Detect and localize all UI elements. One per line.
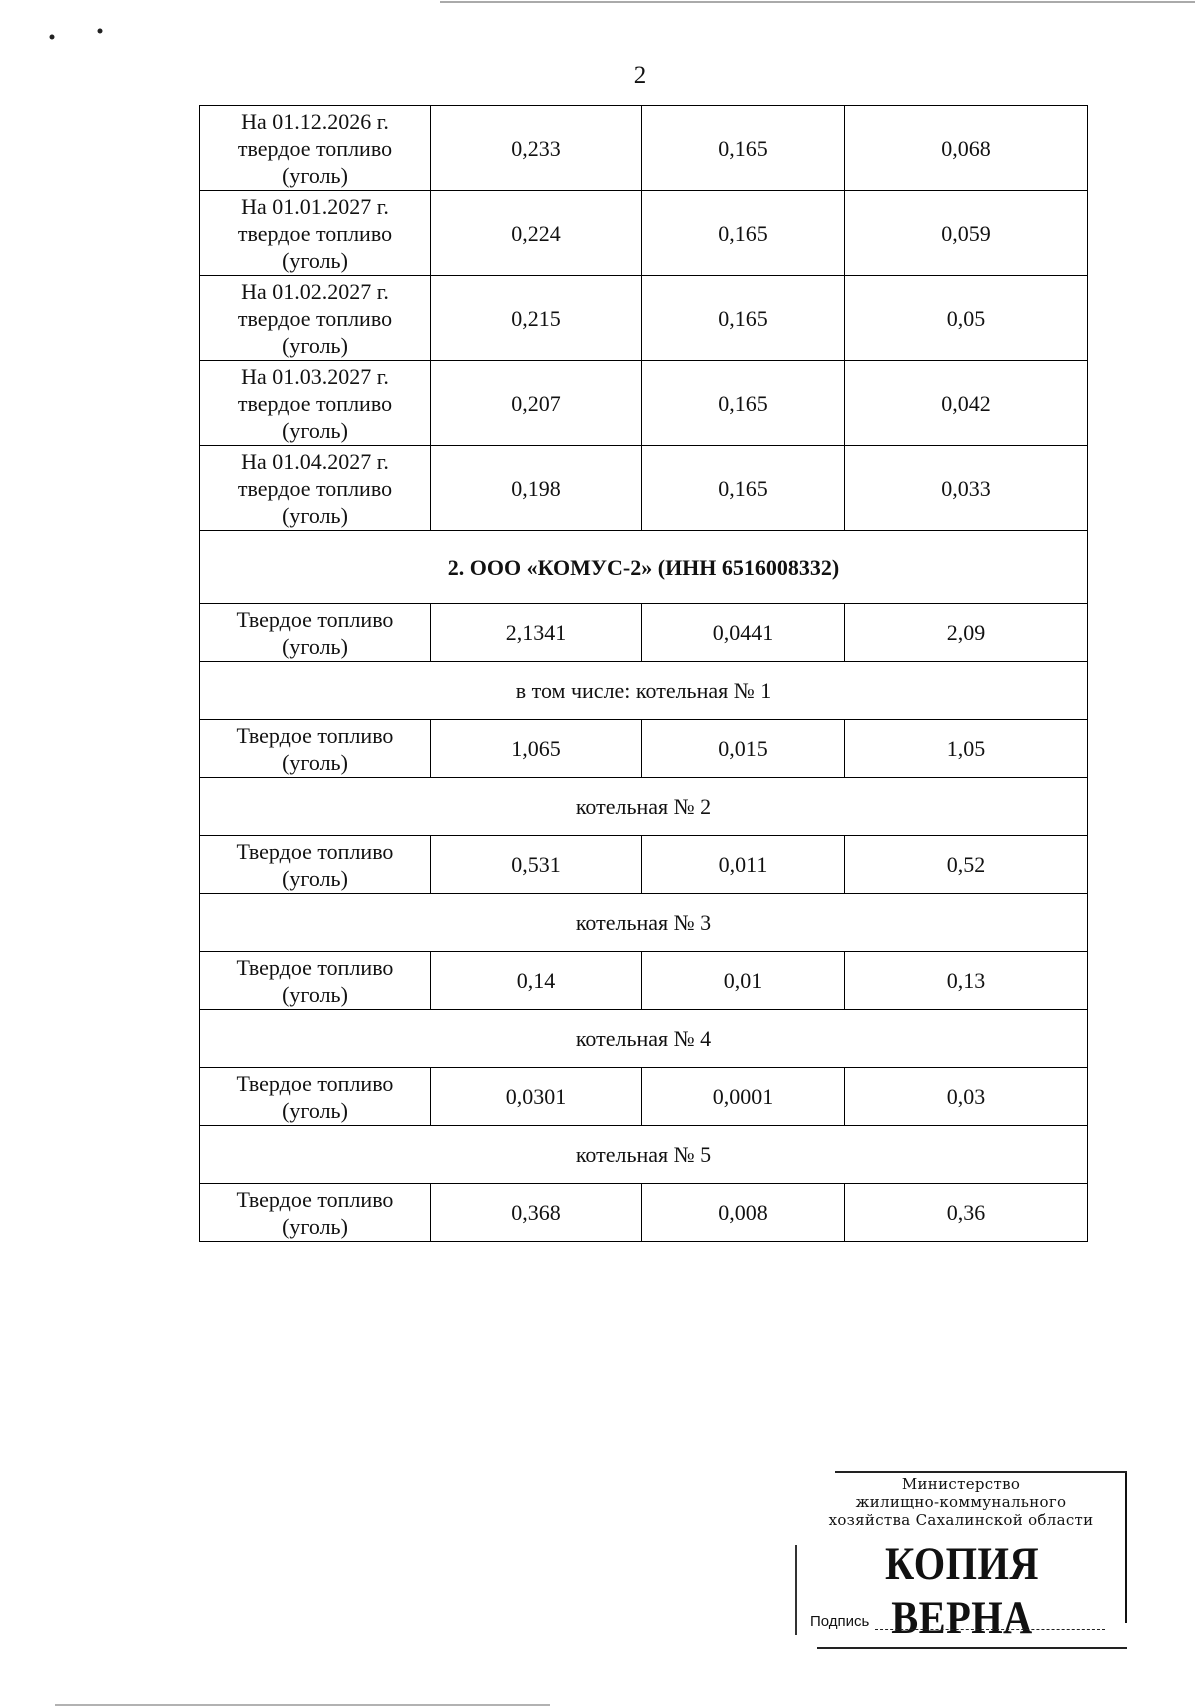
stamp-title: КОПИЯ ВЕРНА bbox=[885, 1538, 1039, 1644]
signature-label: Подпись bbox=[810, 1613, 870, 1630]
boiler-heading: в том числе: котельная № 1 bbox=[200, 662, 1088, 720]
value-cell: 0,14 bbox=[431, 952, 642, 1010]
table-row bbox=[200, 604, 1088, 662]
value-cell: 0,05 bbox=[845, 276, 1088, 361]
certification-stamp bbox=[795, 1465, 1125, 1650]
value-cell: 0,165 bbox=[642, 191, 845, 276]
stamp-org-line: хозяйства Сахалинской области bbox=[828, 1511, 1094, 1529]
value-cell: 0,03 bbox=[845, 1068, 1088, 1126]
value-cell: 0,059 bbox=[845, 191, 1088, 276]
value-cell: 0,011 bbox=[642, 836, 845, 894]
row-label: Твердое топливо (уголь) bbox=[200, 1068, 431, 1126]
value-cell: 0,165 bbox=[642, 361, 845, 446]
value-cell: 0,198 bbox=[431, 446, 642, 531]
stamp-border bbox=[1125, 1473, 1127, 1623]
value-cell: 0,36 bbox=[845, 1184, 1088, 1242]
boiler-heading-row bbox=[200, 1010, 1088, 1068]
value-cell: 2,1341 bbox=[431, 604, 642, 662]
table-row bbox=[200, 836, 1088, 894]
value-cell: 0,0301 bbox=[431, 1068, 642, 1126]
value-cell: 0,233 bbox=[431, 106, 642, 191]
row-label: Твердое топливо (уголь) bbox=[200, 952, 431, 1010]
signature-line bbox=[875, 1619, 1105, 1630]
value-cell: 1,065 bbox=[431, 720, 642, 778]
table-row bbox=[200, 446, 1088, 531]
boiler-heading-row bbox=[200, 778, 1088, 836]
value-cell: 2,09 bbox=[845, 604, 1088, 662]
org-heading: 2. ООО «КОМУС-2» (ИНН 6516008332) bbox=[200, 531, 1088, 604]
page-number: 2 bbox=[633, 62, 647, 89]
value-cell: 0,52 bbox=[845, 836, 1088, 894]
boiler-heading-row bbox=[200, 1126, 1088, 1184]
boiler-heading: котельная № 2 bbox=[200, 778, 1088, 836]
table-row bbox=[200, 191, 1088, 276]
value-cell: 0,13 bbox=[845, 952, 1088, 1010]
boiler-heading-row bbox=[200, 662, 1088, 720]
table-row bbox=[200, 361, 1088, 446]
row-label: На 01.01.2027 г. твердое топливо (уголь) bbox=[200, 191, 431, 276]
value-cell: 0,008 bbox=[642, 1184, 845, 1242]
value-cell: 0,215 bbox=[431, 276, 642, 361]
row-label: На 01.12.2026 г. твердое топливо (уголь) bbox=[200, 106, 431, 191]
stamp-border bbox=[817, 1647, 1127, 1649]
boiler-heading: котельная № 3 bbox=[200, 894, 1088, 952]
value-cell: 0,368 bbox=[431, 1184, 642, 1242]
value-cell: 1,05 bbox=[845, 720, 1088, 778]
table-row bbox=[200, 276, 1088, 361]
stamp-signature bbox=[810, 1613, 1120, 1630]
value-cell: 0,207 bbox=[431, 361, 642, 446]
stamp-border bbox=[795, 1545, 797, 1635]
value-cell: 0,015 bbox=[642, 720, 845, 778]
boiler-heading: котельная № 4 bbox=[200, 1010, 1088, 1068]
table-row bbox=[200, 720, 1088, 778]
stamp-org-line: Министерство bbox=[901, 1475, 1021, 1493]
row-label: На 01.02.2027 г. твердое топливо (уголь) bbox=[200, 276, 431, 361]
value-cell: 0,042 bbox=[845, 361, 1088, 446]
table-row bbox=[200, 1184, 1088, 1242]
stamp-border bbox=[835, 1471, 1127, 1473]
row-label: Твердое топливо (уголь) bbox=[200, 836, 431, 894]
stamp-organization bbox=[799, 1475, 1123, 1529]
row-label: На 01.04.2027 г. твердое топливо (уголь) bbox=[200, 446, 431, 531]
value-cell: 0,0441 bbox=[642, 604, 845, 662]
row-label: Твердое топливо (уголь) bbox=[200, 1184, 431, 1242]
value-cell: 0,0001 bbox=[642, 1068, 845, 1126]
value-cell: 0,01 bbox=[642, 952, 845, 1010]
org-heading-row bbox=[200, 531, 1088, 604]
boiler-heading-row bbox=[200, 894, 1088, 952]
value-cell: 0,165 bbox=[642, 276, 845, 361]
table-row bbox=[200, 1068, 1088, 1126]
value-cell: 0,531 bbox=[431, 836, 642, 894]
fuel-balance-table bbox=[199, 105, 1088, 1242]
value-cell: 0,165 bbox=[642, 446, 845, 531]
value-cell: 0,068 bbox=[845, 106, 1088, 191]
row-label: Твердое топливо (уголь) bbox=[200, 604, 431, 662]
row-label: На 01.03.2027 г. твердое топливо (уголь) bbox=[200, 361, 431, 446]
value-cell: 0,224 bbox=[431, 191, 642, 276]
value-cell: 0,165 bbox=[642, 106, 845, 191]
boiler-heading: котельная № 5 bbox=[200, 1126, 1088, 1184]
row-label: Твердое топливо (уголь) bbox=[200, 720, 431, 778]
table-row bbox=[200, 952, 1088, 1010]
stamp-org-line: жилищно-коммунального bbox=[855, 1493, 1067, 1511]
table-row bbox=[200, 106, 1088, 191]
value-cell: 0,033 bbox=[845, 446, 1088, 531]
